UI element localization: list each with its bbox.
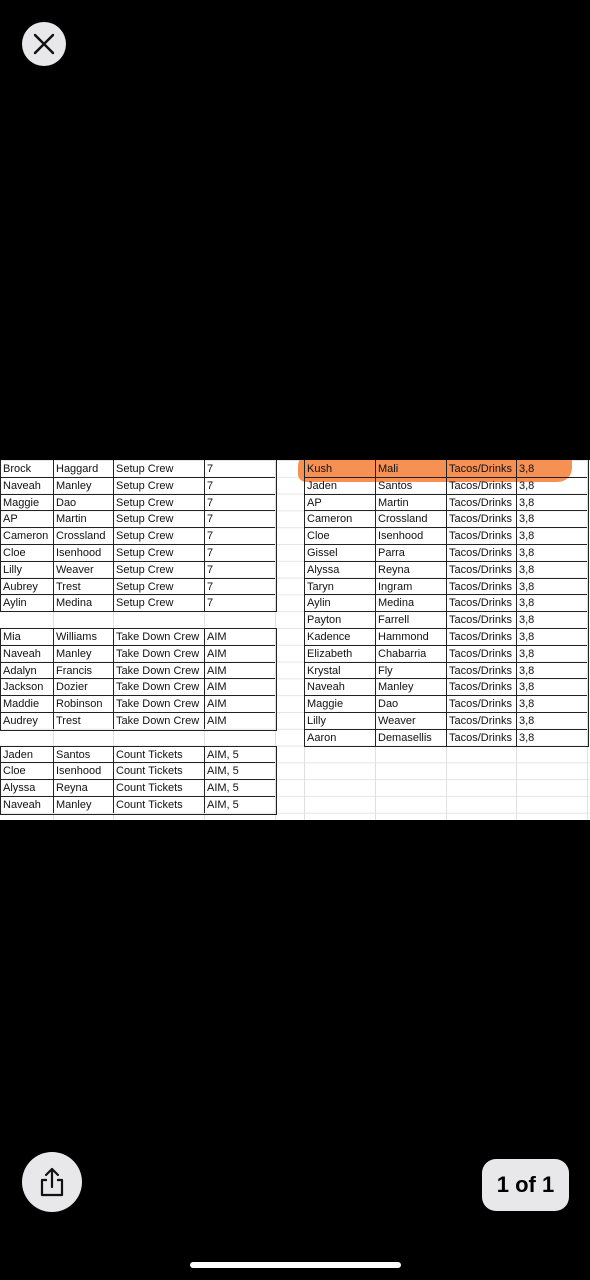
left-0-cell: Medina (56, 597, 93, 610)
left-1-cell: AIM (207, 664, 227, 677)
right-cell: 3,8 (519, 631, 535, 643)
right-cell: Tacos/Drinks (449, 479, 512, 492)
right-cell: Tacos/Drinks (449, 614, 512, 627)
right-cell: 3,8 (519, 513, 535, 526)
right-cell: Demasellis (378, 731, 432, 744)
right-cell: Farrell (378, 614, 410, 627)
right-cell: Mali (378, 463, 399, 475)
left-2-cell: Manley (56, 799, 92, 811)
left-1-cell: Trest (56, 715, 81, 727)
right-cell: 3,8 (519, 479, 535, 492)
left-2-cell: Isenhood (56, 765, 102, 778)
right-cell: AP (307, 496, 322, 509)
left-1-cell: Take Down Crew (116, 681, 200, 694)
left-1-cell: AIM (207, 647, 227, 660)
right-cell: Tacos/Drinks (449, 513, 512, 526)
left-1-cell: Naveah (3, 647, 41, 660)
left-1-cell: AIM (207, 698, 227, 711)
right-cell: Santos (378, 479, 413, 492)
right-cell: Tacos/Drinks (449, 463, 512, 475)
right-cell: Tacos/Drinks (449, 681, 512, 694)
left-2-cell: Reyna (56, 782, 88, 795)
left-0-cell: Setup Crew (116, 547, 174, 559)
left-2-cell: Count Tickets (116, 782, 183, 795)
right-cell: Tacos/Drinks (449, 647, 512, 660)
left-0-cell: Martin (56, 513, 87, 526)
right-cell: 3,8 (519, 547, 535, 559)
left-0-cell: Setup Crew (116, 496, 174, 509)
left-0-cell: Maggie (3, 496, 40, 509)
left-2-cell: AIM, 5 (207, 799, 239, 811)
right-cell: 3,8 (519, 614, 535, 627)
left-0-cell: Setup Crew (116, 563, 174, 576)
left-0-cell: 7 (207, 463, 214, 475)
left-0-cell: Weaver (56, 563, 94, 576)
right-cell: Tacos/Drinks (449, 715, 512, 727)
left-2-cell: Count Tickets (116, 799, 183, 811)
right-cell: Weaver (378, 715, 416, 727)
left-2-cell: Santos (56, 748, 91, 761)
right-cell: Dao (378, 698, 399, 711)
close-icon (32, 32, 56, 56)
right-cell: Martin (378, 496, 409, 509)
left-0-cell: AP (3, 513, 18, 526)
left-2-cell: AIM, 5 (207, 765, 239, 778)
right-cell: 3,8 (519, 530, 535, 543)
left-1-cell: AIM (207, 681, 227, 694)
right-cell: 3,8 (519, 580, 535, 593)
right-cell: Tacos/Drinks (449, 547, 512, 559)
right-cell: Reyna (378, 563, 410, 576)
share-button[interactable] (22, 1152, 82, 1212)
left-1-cell: Jackson (3, 681, 44, 694)
left-1-cell: Audrey (3, 715, 38, 727)
right-cell: Taryn (307, 580, 334, 593)
right-cell: Hammond (378, 631, 429, 643)
left-1-cell: Adalyn (3, 664, 37, 677)
left-0-cell: Setup Crew (116, 597, 174, 610)
left-0-cell: Aubrey (3, 580, 38, 593)
right-cell: Lilly (307, 715, 326, 727)
left-0-cell: Brock (3, 463, 32, 475)
left-1-cell: Take Down Crew (116, 715, 200, 727)
right-cell: 3,8 (519, 715, 535, 727)
left-0-cell: Dao (56, 496, 77, 509)
left-0-cell: 7 (207, 530, 214, 543)
right-cell: Medina (378, 597, 415, 610)
right-cell: Naveah (307, 681, 345, 694)
right-cell: 3,8 (519, 563, 535, 576)
right-cell: Krystal (307, 664, 341, 677)
right-cell: Kush (307, 463, 333, 475)
right-cell: Crossland (378, 513, 428, 526)
left-1-cell: AIM (207, 715, 227, 727)
left-1-cell: Mia (3, 631, 21, 643)
right-cell: Ingram (378, 580, 413, 593)
right-cell: Fly (378, 664, 393, 677)
right-cell: Isenhood (378, 530, 424, 543)
right-cell: Cloe (307, 530, 330, 543)
share-icon (37, 1166, 67, 1198)
left-0-cell: 7 (207, 513, 214, 526)
left-1-cell: Take Down Crew (116, 664, 200, 677)
left-0-cell: 7 (207, 547, 214, 559)
left-1-cell: Take Down Crew (116, 647, 200, 660)
spreadsheet-image (0, 460, 590, 820)
right-cell: Aylin (307, 597, 331, 610)
left-0-cell: Crossland (56, 530, 106, 543)
left-0-cell: Setup Crew (116, 513, 174, 526)
left-0-cell: 7 (207, 479, 214, 492)
left-2-cell: Naveah (3, 799, 41, 811)
left-1-cell: Maddie (3, 698, 40, 711)
left-1-cell: Take Down Crew (116, 631, 200, 643)
left-0-cell: Cameron (3, 530, 49, 543)
left-0-cell: Isenhood (56, 547, 102, 559)
right-cell: 3,8 (519, 681, 535, 694)
left-1-cell: Take Down Crew (116, 698, 200, 711)
left-1-cell: Francis (56, 664, 93, 677)
right-cell: Tacos/Drinks (449, 496, 512, 509)
close-button[interactable] (22, 22, 66, 66)
left-1-cell: AIM (207, 631, 227, 643)
left-0-cell: 7 (207, 580, 214, 593)
left-1-cell: Williams (56, 631, 97, 643)
left-0-cell: 7 (207, 597, 214, 610)
left-2-cell: AIM, 5 (207, 748, 239, 761)
right-cell: Tacos/Drinks (449, 631, 512, 643)
left-0-cell: Aylin (3, 597, 27, 610)
right-cell: Chabarria (378, 647, 427, 660)
right-cell: 3,8 (519, 664, 535, 677)
left-0-cell: Setup Crew (116, 530, 174, 543)
left-0-cell: Cloe (3, 547, 26, 559)
left-2-cell: Alyssa (3, 782, 36, 795)
left-0-cell: Haggard (56, 463, 99, 475)
right-cell: Elizabeth (307, 647, 353, 660)
left-0-cell: Setup Crew (116, 479, 174, 492)
right-cell: Tacos/Drinks (449, 698, 512, 711)
right-cell: Tacos/Drinks (449, 597, 512, 610)
right-cell: Tacos/Drinks (449, 563, 512, 576)
left-0-cell: Naveah (3, 479, 41, 492)
left-0-cell: 7 (207, 563, 214, 576)
left-2-cell: Jaden (3, 748, 33, 761)
left-2-cell: AIM, 5 (207, 782, 239, 795)
right-cell: Gissel (307, 547, 338, 559)
right-cell: Maggie (307, 698, 344, 711)
left-0-cell: Setup Crew (116, 580, 174, 593)
right-cell: Cameron (307, 513, 353, 526)
left-2-cell: Cloe (3, 765, 26, 778)
left-2-cell: Count Tickets (116, 765, 183, 778)
left-0-cell: 7 (207, 496, 214, 509)
left-2-cell: Count Tickets (116, 748, 183, 761)
right-cell: Kadence (307, 631, 351, 643)
right-cell: Parra (378, 547, 405, 559)
right-cell: Payton (307, 614, 342, 627)
left-0-cell: Setup Crew (116, 463, 174, 475)
right-cell: 3,8 (519, 463, 535, 475)
left-1-cell: Dozier (56, 681, 88, 694)
right-cell: 3,8 (519, 647, 535, 660)
page-counter: 1 of 1 (482, 1159, 569, 1211)
right-cell: Tacos/Drinks (449, 580, 512, 593)
right-cell: Tacos/Drinks (449, 530, 512, 543)
left-1-cell: Manley (56, 647, 92, 660)
left-1-cell: Robinson (56, 698, 103, 711)
home-indicator[interactable] (190, 1262, 401, 1268)
right-cell: 3,8 (519, 496, 535, 509)
right-cell: Tacos/Drinks (449, 664, 512, 677)
right-cell: Manley (378, 681, 414, 694)
right-cell: Aaron (307, 731, 337, 744)
right-cell: Alyssa (307, 563, 340, 576)
left-0-cell: Lilly (3, 563, 22, 576)
left-0-cell: Trest (56, 580, 81, 593)
left-0-cell: Manley (56, 479, 92, 492)
right-cell: 3,8 (519, 731, 535, 744)
right-cell: 3,8 (519, 597, 535, 610)
right-cell: Jaden (307, 479, 337, 492)
right-cell: Tacos/Drinks (449, 731, 512, 744)
right-cell: 3,8 (519, 698, 535, 711)
